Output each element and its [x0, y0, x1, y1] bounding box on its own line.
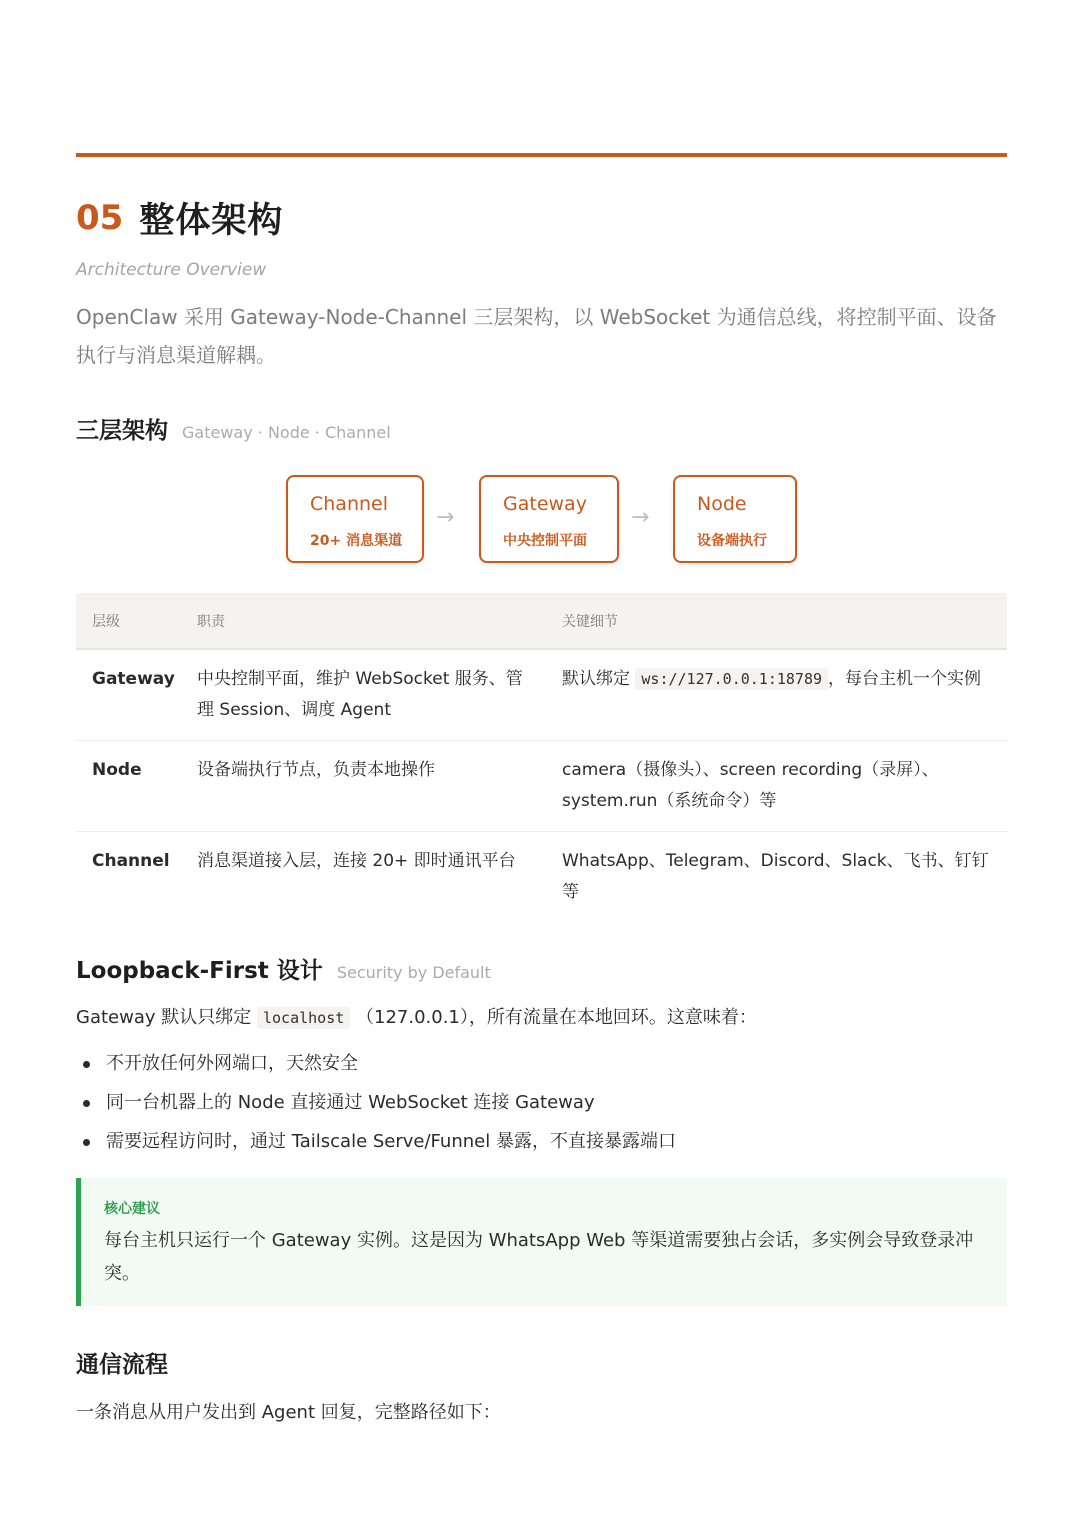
table-header-layer: 层级 — [76, 593, 181, 649]
flow-box-channel — [286, 475, 424, 563]
three-layer-title: 三层架构 — [76, 418, 168, 444]
bullet-dot-icon — [83, 1139, 90, 1146]
para-prefix: Gateway 默认只绑定 — [76, 1007, 252, 1028]
list-item-text: 不开放任何外网端口，天然安全 — [106, 1053, 358, 1074]
table-cell-detail: camera（摄像头）、screen recording（录屏）、system.run（系统命令）等 — [546, 741, 1007, 832]
table-cell-duty: 消息渠道接入层，连接 20+ 即时通讯平台 — [197, 851, 516, 871]
comm-flow-heading — [76, 1346, 168, 1379]
loopback-bullets — [76, 1046, 676, 1163]
table-header-detail: 关键细节 — [546, 593, 1007, 649]
loopback-paragraph — [76, 1003, 757, 1029]
section-subtitle-en: Architecture Overview — [76, 260, 267, 280]
table-cell-detail: WhatsApp、Telegram、Discord、Slack、飞书、钉钉等 — [562, 851, 989, 902]
flow-box-gateway — [479, 475, 619, 563]
table-cell-layer: Channel — [92, 851, 170, 871]
flow-box-desc: 设备端执行 — [697, 533, 767, 549]
document-page — [76, 0, 1007, 1528]
table-row — [76, 832, 1007, 923]
table-row — [76, 741, 1007, 832]
table-cell-detail — [546, 649, 1007, 741]
list-item — [76, 1085, 676, 1124]
flow-box-desc: 20+ 消息渠道 — [310, 533, 403, 549]
flow-box-desc: 中央控制平面 — [503, 533, 587, 549]
table-cell-layer: Gateway — [76, 649, 181, 741]
list-item-text: 同一台机器上的 Node 直接通过 WebSocket 连接 Gateway — [106, 1092, 595, 1113]
section-heading — [76, 192, 283, 244]
table-cell-duty: 中央控制平面，维护 WebSocket 服务、管理 Session、调度 Agent — [181, 649, 546, 741]
inline-code: ws://127.0.0.1:18789 — [635, 668, 828, 690]
comm-flow-title: 通信流程 — [76, 1352, 168, 1378]
list-item — [76, 1124, 676, 1163]
flow-arrow-icon: → — [631, 505, 650, 530]
list-item — [76, 1046, 676, 1085]
layers-table — [76, 593, 1007, 922]
three-layer-subtitle: Gateway · Node · Channel — [182, 423, 391, 442]
three-layer-heading — [76, 412, 391, 445]
table-cell-duty: 设备端执行节点，负责本地操作 — [181, 741, 546, 832]
table-row — [76, 649, 1007, 741]
comm-flow-paragraph: 一条消息从用户发出到 Agent 回复，完整路径如下： — [76, 1402, 501, 1423]
flow-box-name: Channel — [310, 493, 389, 515]
loopback-title: Loopback-First 设计 — [76, 958, 323, 984]
loopback-heading — [76, 952, 491, 985]
architecture-flow — [76, 475, 1007, 567]
table-header-row — [76, 593, 1007, 649]
flow-box-name: Node — [697, 493, 747, 515]
para-suffix: （127.0.0.1），所有流量在本地回环。这意味着： — [356, 1007, 757, 1028]
detail-suffix: ，每台主机一个实例 — [828, 669, 982, 689]
flow-box-node — [673, 475, 797, 563]
flow-box-name: Gateway — [503, 493, 587, 515]
section-title: 整体架构 — [139, 201, 284, 241]
detail-prefix: 默认绑定 — [562, 669, 630, 689]
top-accent-rule — [76, 153, 1007, 157]
bullet-dot-icon — [83, 1061, 90, 1068]
tip-callout — [76, 1178, 1007, 1306]
flow-arrow-icon: → — [436, 505, 455, 530]
inline-code: localhost — [257, 1007, 350, 1029]
section-intro: OpenClaw 采用 Gateway-Node-Channel 三层架构，以 WebSocket 为通信总线，将控制平面、设备执行与消息渠道解耦。 — [76, 305, 997, 367]
callout-title: 核心建议 — [104, 1201, 160, 1217]
callout-body: 每台主机只运行一个 Gateway 实例。这是因为 WhatsApp Web 等渠道需要独占会话，多实例会导致登录冲突。 — [104, 1230, 974, 1284]
table-header-duty: 职责 — [181, 593, 546, 649]
loopback-subtitle: Security by Default — [336, 963, 491, 982]
table-cell-layer: Node — [76, 741, 181, 832]
list-item-text: 需要远程访问时，通过 Tailscale Serve/Funnel 暴露，不直接暴露端口 — [106, 1131, 676, 1152]
section-number: 05 — [76, 198, 124, 238]
bullet-dot-icon — [83, 1100, 90, 1107]
